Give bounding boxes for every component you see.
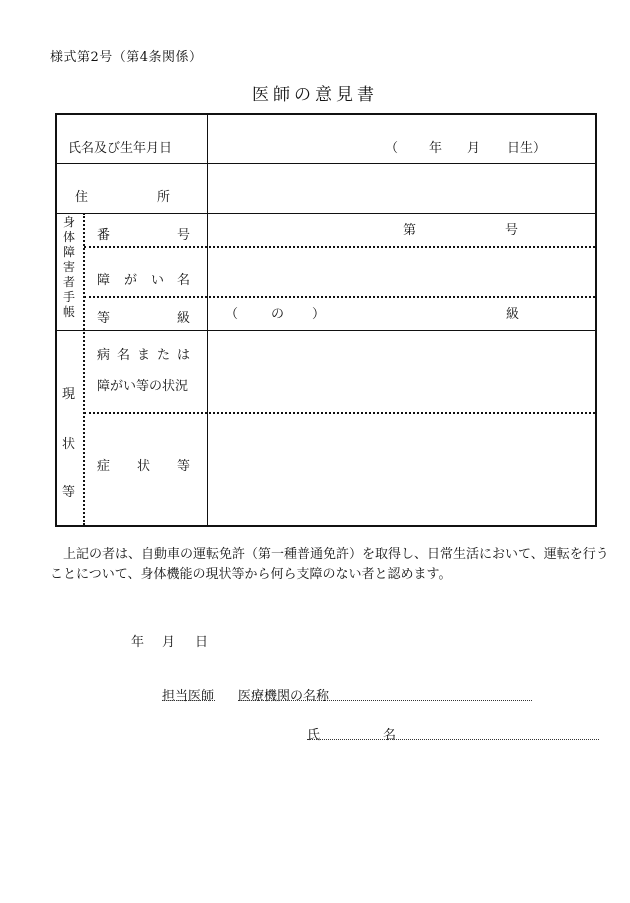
disease-label-c3: ま [137,348,151,363]
number-label-char1: 番 [97,228,111,243]
number-value-dai: 第 [403,223,417,238]
grade-kyu: 級 [506,307,520,322]
status-group-c1: 現 [62,387,76,402]
number-value-go: 号 [505,223,519,238]
physician-name-field[interactable] [307,739,599,740]
row-divider-name [57,163,595,164]
birth-year-label: 年 [429,141,443,156]
address-label-char2: 所 [157,190,171,205]
doctor-underline [162,700,215,701]
disability-label-c1: 障 [97,273,111,288]
disease-label-c1: 病 [97,348,111,363]
date-month-label: 月 [162,635,176,650]
form-number-label: 様式第2号（第4条関係） [50,50,203,65]
group-column-divider [83,213,85,525]
physician-name-char2: 名 [383,728,397,743]
symptoms-label-c1: 症 [97,459,111,474]
address-label-char1: 住 [75,190,89,205]
symptoms-label-c2: 状 [137,459,151,474]
birth-day-label: 日生） [507,141,547,156]
attending-doctor-label: 担当医師 [162,689,215,704]
status-group-c3: 等 [62,485,76,500]
row-divider-address [57,213,595,214]
grade-label-char1: 等 [97,311,111,326]
row-divider-disability [84,296,595,298]
certification-statement: 上記の者は、自動車の運転免許（第一種普通免許）を取得し、日常生活において、運転を行うことについて、身体機能の現状等から何ら支障のない者と認めます。 [50,547,609,582]
disease-label-c2: 名 [117,348,131,363]
birth-open-paren: （ [385,141,399,156]
disease-label-c4: た [157,348,171,363]
number-label-char2: 号 [177,228,191,243]
physician-name-char1: 氏 [307,728,321,743]
row-divider-condition [84,412,595,414]
disability-label-c3: い [151,273,165,288]
disease-label-c5: は [177,348,191,363]
birth-month-label: 月 [467,141,481,156]
grade-no: の [271,307,285,322]
grade-close-paren: ） [312,307,326,322]
certificate-group-label: 身体障害者手帳 [62,215,75,319]
row-divider-certificate [57,330,595,331]
date-year-label: 年 [131,635,145,650]
opinion-table [55,113,597,527]
institution-name-label: 医療機関の名称 [238,689,330,704]
disability-label-c2: が [124,273,138,288]
label-column-divider [207,115,208,525]
date-day-label: 日 [195,635,209,650]
disability-label-c4: 名 [177,273,191,288]
row-divider-number [84,246,595,248]
grade-label-char2: 級 [177,311,191,326]
symptoms-label-c3: 等 [177,459,191,474]
document-title: 医師の意見書 [252,85,378,105]
status-group-c2: 状 [62,437,76,452]
disability-status-label: 障がい等の状況 [97,379,189,394]
name-birth-label: 氏名及び生年月日 [68,141,173,156]
grade-open-paren: （ [225,307,239,322]
institution-name-field[interactable] [238,700,532,701]
